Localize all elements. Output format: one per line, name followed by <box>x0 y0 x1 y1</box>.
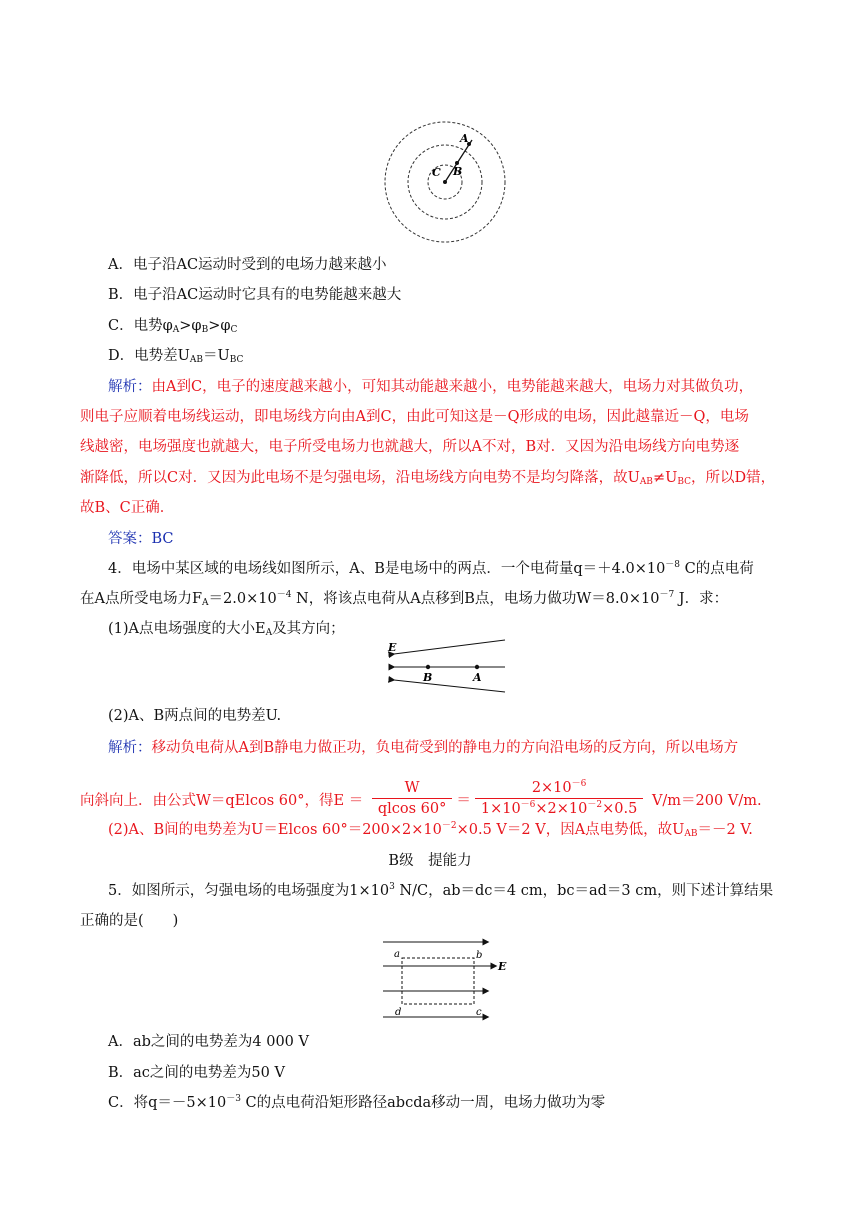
field-label-e: E <box>498 960 507 973</box>
q4-stem-line-1: 4．电场中某区域的电场线如图所示，A、B是电场中的两点．一个电荷量$q=+4.0\times 10^{-8}$ C的点电荷 <box>108 560 754 577</box>
q4-analysis-line-1: 解析：移动负电荷从A到B静电力做正功，负电荷受到的静电力的方向沿电场的反方向，所以电场方 <box>108 740 739 756</box>
corner-label-d: d <box>395 1007 402 1018</box>
analysis-line-2: 则电子应顺着电场线运动，即电场线方向由A到C，由此可知这是－Q形成的电场，因此越靠近－Q，电场 <box>80 409 749 425</box>
fraction-1: $\frac{W}{qlcos 60^\circ}$ <box>372 780 453 817</box>
option-d: D．电势差$U_{AB}=U_{BC}$ <box>108 348 244 365</box>
q5-option-b: B．ac之间的电势差为50 V <box>108 1065 285 1081</box>
q4-part-2: (2)A、B两点间的电势差U. <box>108 708 282 724</box>
fraction-2: $\frac{2\times 10^{-6}}{1\times 10^{-6}\times 2\times 10^{-2}\times 0.5}$ <box>475 780 644 817</box>
corner-label-c: c <box>476 1007 482 1018</box>
q5-option-c: C．将$q=-5\times 10^{-3}$ C的点电荷沿矩形路径abcda移动一周，电场力做功为零 <box>108 1094 606 1111</box>
q5-stem-line-2: 正确的是( ) <box>80 913 179 929</box>
field-lines-figure <box>385 634 509 694</box>
q4-stem-line-2: 在A点所受电场力$F_A=2.0\times 10^{-4}$ N，将该点电荷从A点移到B点，电场力做功$W=8.0\times 10^{-7}$ J．求： <box>80 590 729 608</box>
point-label-a: A <box>460 132 469 145</box>
concentric-circles-figure <box>384 120 514 250</box>
analysis-line-5: 故B、C正确． <box>80 500 175 516</box>
corner-label-b: b <box>476 950 483 961</box>
point-label-c: C <box>432 166 441 179</box>
q4-part-1: (1)A点电场强度的大小$E_A$及其方向； <box>108 621 345 638</box>
point-label-b: B <box>423 671 433 684</box>
analysis-line-4: 渐降低，所以C对．又因为此电场不是匀强电场，沿电场线方向电势不是均匀降落，故$U_{AB}\ne U_{BC}$，所以D错， <box>80 470 776 487</box>
point-label-a: A <box>473 671 482 684</box>
point-label-b: B <box>453 165 463 178</box>
field-label-e: E <box>388 641 397 654</box>
option-a: A．电子沿AC运动时受到的电场力越来越小 <box>108 257 387 273</box>
uniform-field-figure <box>380 936 515 1024</box>
q5-option-a: A．ab之间的电势差为4 000 V <box>108 1034 309 1050</box>
corner-label-a: a <box>394 949 400 960</box>
analysis-line-3: 线越密，电场强度也就越大，电子所受电场力也就越大，所以A不对，B对．又因为沿电场线方向电势逐 <box>80 439 740 455</box>
q5-stem-line-1: 5．如图所示，匀强电场的电场强度为$1\times 10^3$ N/C，ab＝dc＝4 cm，bc＝ad＝3 cm，则下述计算结果 <box>108 882 774 899</box>
analysis-line-1: 解析：由A到C，电子的速度越来越小，可知其动能越来越小，电势能越来越大，电场力对其做负功， <box>108 379 754 395</box>
section-title: B级 提能力 <box>388 853 472 869</box>
q4-analysis-line-3: (2)A、B间的电势差为U＝Elcos $60^\circ=200\times 2\times 10^{-2}\times 0.5$ V＝2 V，因A点电势低，故$U_{AB}=-2$ V. <box>108 821 753 839</box>
answer-line: 答案：BC <box>108 531 174 547</box>
option-c: C．电势$\varphi_A>\varphi_B>\varphi_C$ <box>108 318 238 335</box>
option-b: B．电子沿AC运动时它具有的电势能越来越大 <box>108 287 402 303</box>
q4-analysis-line-2: 向斜向上．由公式W＝qElcos 60°，得E ＝ $\frac{W}{qlcos 60^\circ}$ ＝ $\frac{2\times 10^{-6}}{1\times 10^{-6}\times 2\times 10^{-2}\times 0.5}$ V/m＝200 V/m. <box>80 778 762 817</box>
